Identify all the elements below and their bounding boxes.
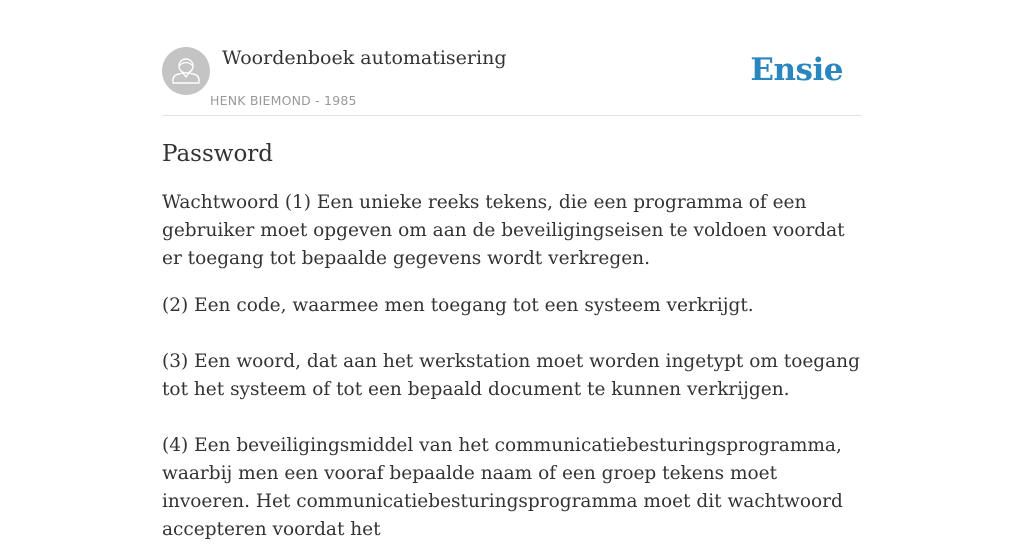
person-outline-icon — [162, 47, 210, 95]
entry-paragraph: (3) Een woord, dat aan het werkstation moet worden ingetypt om toegang tot het systeem of tot een bepaald document te kunnen verkrijgen. — [162, 351, 860, 400]
header — [162, 44, 862, 116]
entry-content — [162, 138, 867, 544]
entry-title: Password — [162, 141, 274, 167]
author-line — [210, 93, 357, 109]
entry-paragraph: Wachtwoord (1) Een unieke reeks tekens, die een programma of een gebruiker moet opgeven om aan de beveiligingseisen te voldoen voordat er toegang tot bepaalde gegevens wordt verkregen. — [162, 192, 845, 269]
book-title[interactable]: Woordenboek automatisering — [222, 47, 507, 69]
author-separator: - — [310, 93, 325, 108]
entry-paragraph: (2) Een code, waarmee men toegang tot een systeem verkrijgt. — [162, 295, 754, 316]
entry-paragraph: (4) Een beveiligingsmiddel van het communicatiebesturingsprogramma, waarbij men een vooraf bepaalde naam of een groep tekens moet invoeren. Het communicatiebesturingsprogramma moet dit wachtwoord accepteren voordat het — [162, 435, 843, 540]
publication-year: 1985 — [324, 93, 357, 108]
author-name[interactable]: HENK BIEMOND — [210, 93, 311, 108]
user-avatar-icon[interactable] — [162, 47, 210, 95]
brand-logo[interactable]: Ensie — [750, 52, 843, 88]
